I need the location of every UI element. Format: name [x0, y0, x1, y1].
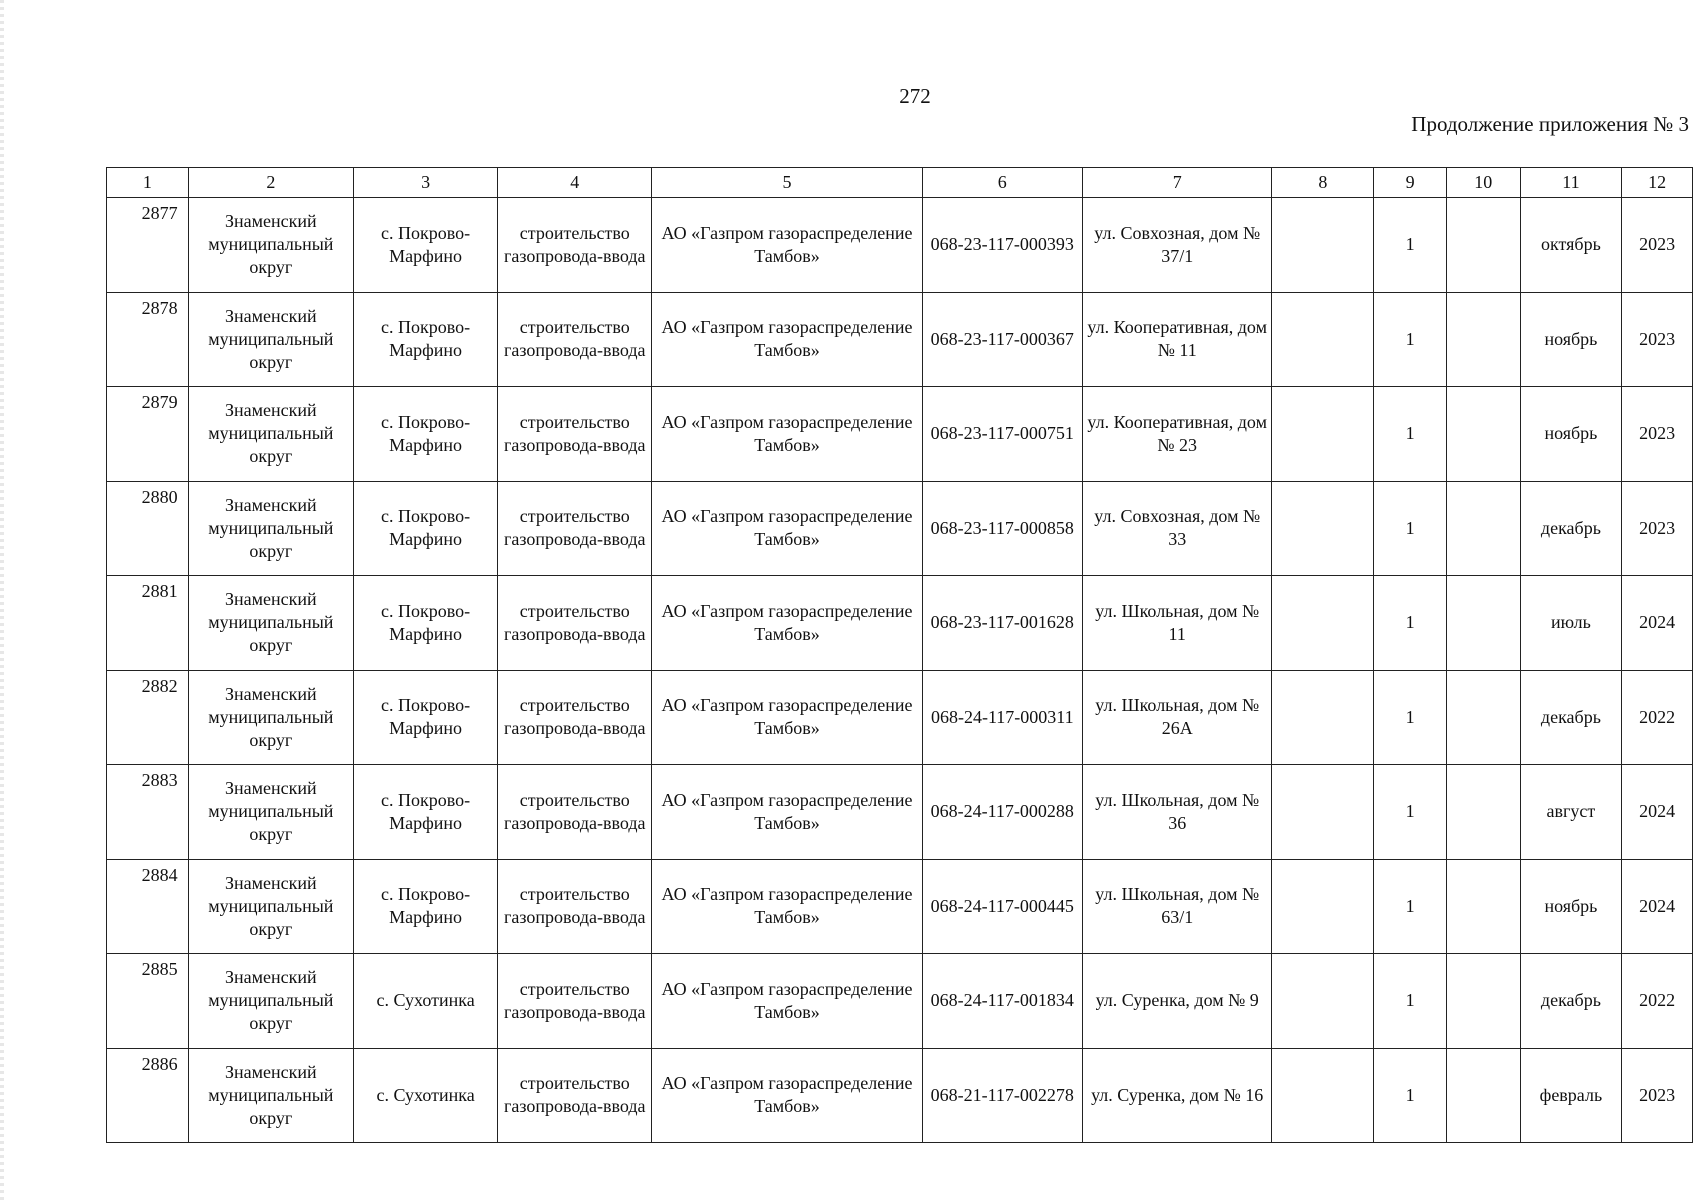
- month-cell: декабрь: [1520, 481, 1622, 576]
- quantity-cell: 1: [1374, 292, 1447, 387]
- column-10-cell: [1446, 481, 1520, 576]
- month-cell: ноябрь: [1520, 859, 1622, 954]
- table-row: [107, 387, 1693, 482]
- district-cell: Знаменский муниципальный округ: [188, 670, 353, 765]
- address-cell: ул. Суренка, дом № 16: [1082, 1048, 1272, 1143]
- work-type-cell: строительство газопровода-ввода: [498, 765, 652, 860]
- address-cell: ул. Совхозная, дом № 33: [1082, 481, 1272, 576]
- address-cell: ул. Школьная, дом № 11: [1082, 576, 1272, 671]
- year-cell: 2024: [1622, 576, 1693, 671]
- quantity-cell: 1: [1374, 1048, 1447, 1143]
- settlement-cell: с. Покрово-Марфино: [354, 387, 498, 482]
- appendix-continuation-note: Продолжение приложения № 3: [1411, 112, 1689, 136]
- column-header: 10: [1446, 168, 1520, 198]
- code-cell: 068-23-117-000751: [922, 387, 1082, 482]
- address-cell: ул. Школьная, дом № 63/1: [1082, 859, 1272, 954]
- quantity-cell: 1: [1374, 670, 1447, 765]
- organization-cell: АО «Газпром газораспределение Тамбов»: [652, 576, 922, 671]
- table-row: [107, 670, 1693, 765]
- row-number: 2885: [107, 954, 189, 1049]
- table-row: [107, 859, 1693, 954]
- year-cell: 2023: [1622, 292, 1693, 387]
- table-row: [107, 576, 1693, 671]
- quantity-cell: 1: [1374, 576, 1447, 671]
- month-cell: ноябрь: [1520, 292, 1622, 387]
- settlement-cell: с. Сухотинка: [354, 1048, 498, 1143]
- column-10-cell: [1446, 198, 1520, 293]
- row-number: 2878: [107, 292, 189, 387]
- column-8-cell: [1272, 859, 1374, 954]
- column-header: 1: [107, 168, 189, 198]
- settlement-cell: с. Покрово-Марфино: [354, 292, 498, 387]
- month-cell: октябрь: [1520, 198, 1622, 293]
- year-cell: 2024: [1622, 765, 1693, 860]
- appendix-table: [106, 167, 1693, 1143]
- code-cell: 068-23-117-000393: [922, 198, 1082, 293]
- column-10-cell: [1446, 765, 1520, 860]
- year-cell: 2022: [1622, 954, 1693, 1049]
- address-cell: ул. Кооперативная, дом № 11: [1082, 292, 1272, 387]
- column-header: 9: [1374, 168, 1447, 198]
- month-cell: ноябрь: [1520, 387, 1622, 482]
- organization-cell: АО «Газпром газораспределение Тамбов»: [652, 198, 922, 293]
- settlement-cell: с. Сухотинка: [354, 954, 498, 1049]
- column-10-cell: [1446, 576, 1520, 671]
- column-header: 5: [652, 168, 922, 198]
- work-type-cell: строительство газопровода-ввода: [498, 954, 652, 1049]
- column-header: 8: [1272, 168, 1374, 198]
- column-8-cell: [1272, 576, 1374, 671]
- column-8-cell: [1272, 954, 1374, 1049]
- column-8-cell: [1272, 481, 1374, 576]
- page-number: 272: [899, 84, 931, 108]
- table-row: [107, 481, 1693, 576]
- district-cell: Знаменский муниципальный округ: [188, 481, 353, 576]
- row-number: 2879: [107, 387, 189, 482]
- organization-cell: АО «Газпром газораспределение Тамбов»: [652, 387, 922, 482]
- column-8-cell: [1272, 292, 1374, 387]
- column-header: 6: [922, 168, 1082, 198]
- row-number: 2884: [107, 859, 189, 954]
- month-cell: февраль: [1520, 1048, 1622, 1143]
- work-type-cell: строительство газопровода-ввода: [498, 859, 652, 954]
- table-row: [107, 198, 1693, 293]
- column-10-cell: [1446, 859, 1520, 954]
- quantity-cell: 1: [1374, 481, 1447, 576]
- column-header: 2: [188, 168, 353, 198]
- column-8-cell: [1272, 670, 1374, 765]
- column-header: 4: [498, 168, 652, 198]
- year-cell: 2023: [1622, 387, 1693, 482]
- address-cell: ул. Кооперативная, дом № 23: [1082, 387, 1272, 482]
- code-cell: 068-21-117-002278: [922, 1048, 1082, 1143]
- row-number: 2880: [107, 481, 189, 576]
- column-header: 7: [1082, 168, 1272, 198]
- code-cell: 068-24-117-001834: [922, 954, 1082, 1049]
- year-cell: 2023: [1622, 481, 1693, 576]
- table-row: [107, 765, 1693, 860]
- column-10-cell: [1446, 387, 1520, 482]
- column-header: 12: [1622, 168, 1693, 198]
- organization-cell: АО «Газпром газораспределение Тамбов»: [652, 1048, 922, 1143]
- month-cell: декабрь: [1520, 670, 1622, 765]
- address-cell: ул. Школьная, дом № 36: [1082, 765, 1272, 860]
- work-type-cell: строительство газопровода-ввода: [498, 670, 652, 765]
- settlement-cell: с. Покрово-Марфино: [354, 481, 498, 576]
- code-cell: 068-24-117-000288: [922, 765, 1082, 860]
- year-cell: 2023: [1622, 1048, 1693, 1143]
- column-8-cell: [1272, 198, 1374, 293]
- row-number: 2877: [107, 198, 189, 293]
- header-row: [107, 168, 1693, 198]
- quantity-cell: 1: [1374, 859, 1447, 954]
- row-number: 2886: [107, 1048, 189, 1143]
- column-header: 3: [354, 168, 498, 198]
- work-type-cell: строительство газопровода-ввода: [498, 576, 652, 671]
- column-10-cell: [1446, 1048, 1520, 1143]
- row-number: 2881: [107, 576, 189, 671]
- address-cell: ул. Школьная, дом № 26А: [1082, 670, 1272, 765]
- column-8-cell: [1272, 387, 1374, 482]
- district-cell: Знаменский муниципальный округ: [188, 1048, 353, 1143]
- column-10-cell: [1446, 954, 1520, 1049]
- table-header: [107, 168, 1693, 198]
- district-cell: Знаменский муниципальный округ: [188, 954, 353, 1049]
- quantity-cell: 1: [1374, 198, 1447, 293]
- address-cell: ул. Суренка, дом № 9: [1082, 954, 1272, 1049]
- table-body: [107, 198, 1693, 1143]
- column-10-cell: [1446, 670, 1520, 765]
- organization-cell: АО «Газпром газораспределение Тамбов»: [652, 765, 922, 860]
- code-cell: 068-23-117-000367: [922, 292, 1082, 387]
- month-cell: декабрь: [1520, 954, 1622, 1049]
- organization-cell: АО «Газпром газораспределение Тамбов»: [652, 954, 922, 1049]
- column-8-cell: [1272, 765, 1374, 860]
- code-cell: 068-24-117-000311: [922, 670, 1082, 765]
- settlement-cell: с. Покрово-Марфино: [354, 670, 498, 765]
- column-header: 11: [1520, 168, 1622, 198]
- district-cell: Знаменский муниципальный округ: [188, 765, 353, 860]
- district-cell: Знаменский муниципальный округ: [188, 292, 353, 387]
- month-cell: август: [1520, 765, 1622, 860]
- column-10-cell: [1446, 292, 1520, 387]
- year-cell: 2023: [1622, 198, 1693, 293]
- year-cell: 2022: [1622, 670, 1693, 765]
- settlement-cell: с. Покрово-Марфино: [354, 198, 498, 293]
- row-number: 2882: [107, 670, 189, 765]
- organization-cell: АО «Газпром газораспределение Тамбов»: [652, 292, 922, 387]
- work-type-cell: строительство газопровода-ввода: [498, 1048, 652, 1143]
- table-row: [107, 954, 1693, 1049]
- work-type-cell: строительство газопровода-ввода: [498, 387, 652, 482]
- quantity-cell: 1: [1374, 765, 1447, 860]
- settlement-cell: с. Покрово-Марфино: [354, 576, 498, 671]
- row-number: 2883: [107, 765, 189, 860]
- table-row: [107, 1048, 1693, 1143]
- work-type-cell: строительство газопровода-ввода: [498, 198, 652, 293]
- scan-edge-artifact: [0, 0, 4, 1200]
- code-cell: 068-24-117-000445: [922, 859, 1082, 954]
- month-cell: июль: [1520, 576, 1622, 671]
- organization-cell: АО «Газпром газораспределение Тамбов»: [652, 670, 922, 765]
- work-type-cell: строительство газопровода-ввода: [498, 481, 652, 576]
- work-type-cell: строительство газопровода-ввода: [498, 292, 652, 387]
- quantity-cell: 1: [1374, 387, 1447, 482]
- table-row: [107, 292, 1693, 387]
- address-cell: ул. Совхозная, дом № 37/1: [1082, 198, 1272, 293]
- district-cell: Знаменский муниципальный округ: [188, 198, 353, 293]
- code-cell: 068-23-117-001628: [922, 576, 1082, 671]
- quantity-cell: 1: [1374, 954, 1447, 1049]
- settlement-cell: с. Покрово-Марфино: [354, 765, 498, 860]
- district-cell: Знаменский муниципальный округ: [188, 387, 353, 482]
- district-cell: Знаменский муниципальный округ: [188, 576, 353, 671]
- district-cell: Знаменский муниципальный округ: [188, 859, 353, 954]
- year-cell: 2024: [1622, 859, 1693, 954]
- organization-cell: АО «Газпром газораспределение Тамбов»: [652, 481, 922, 576]
- organization-cell: АО «Газпром газораспределение Тамбов»: [652, 859, 922, 954]
- column-8-cell: [1272, 1048, 1374, 1143]
- code-cell: 068-23-117-000858: [922, 481, 1082, 576]
- settlement-cell: с. Покрово-Марфино: [354, 859, 498, 954]
